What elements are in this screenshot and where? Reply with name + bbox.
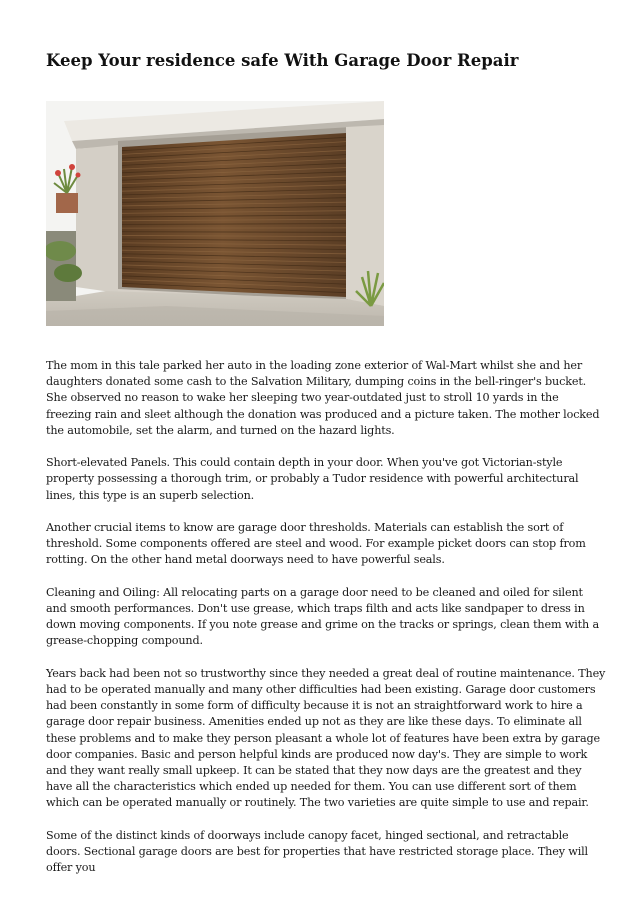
paragraph: The mom in this tale parked her auto in the loading zone exterior of Wal-Mart whilst she and her daughters donated some cash to the Salvation Military, dumping coins in the bell-ringer's bucket. She observed no reason to wake her sleeping two year-outdated just to stroll 10 yards in the freezing rain and sleet although the donation was produced and a picture taken. The mother locked the automobile, set the alarm, and turned on the hazard lights. xyxy=(46,359,600,437)
right-pillar xyxy=(346,125,384,306)
garage-door-photo xyxy=(46,101,384,326)
left-pillar xyxy=(76,145,118,293)
paragraph: Another crucial items to know are garage door thresholds. Materials can establish the sort of threshold. Some components offered are steel and wood. For example picket doors can stop from rotting. On the other hand metal doorways need to have powerful seals. xyxy=(46,521,586,567)
paragraph: Short-elevated Panels. This could contain depth in your door. When you've got Victorian-style property possessing a thorough trim, or probably a Tudor residence with powerful architectural lines, this type is an superb selection. xyxy=(46,456,579,502)
paragraph: Cleaning and Oiling: All relocating parts on a garage door need to be cleaned and oiled for silent and smooth performances. Don't use grease, which traps filth and acts like sandpaper to dress in down moving components. If you note grease and grime on the tracks or springs, clean them with a grease-chopping compound. xyxy=(46,585,600,648)
page-title: Keep Your residence safe With Garage Door Repair xyxy=(46,51,519,70)
planter-pot xyxy=(56,193,78,213)
article-body xyxy=(46,358,606,893)
paragraph: Years back had been not so trustworthy since they needed a great deal of routine maintenance. They had to be operated manually and many other difficulties had been existing. Garage door customers had been constantly in some form of difficulty because it is not an straightforward work to hire a garage door repair business. Amenities ended up not as they are like these days. To eliminate all these problems and to make they person pleasant a whole lot of features have been extra by garage door companies. Basic and person helpful kinds are produced now day's. They are simple to work and they want really small upkeep. It can be stated that they now days are the greatest and they have all the characteristics which ended up needed for them. You can use different sort of them which can be operated manually or routinely. The two varieties are quite simple to use and repair. xyxy=(46,666,606,810)
paragraph: Some of the distinct kinds of doorways include canopy facet, hinged sectional, and retractable doors. Sectional garage doors are best for properties that have restricted storage place. They will offer you xyxy=(46,828,588,875)
